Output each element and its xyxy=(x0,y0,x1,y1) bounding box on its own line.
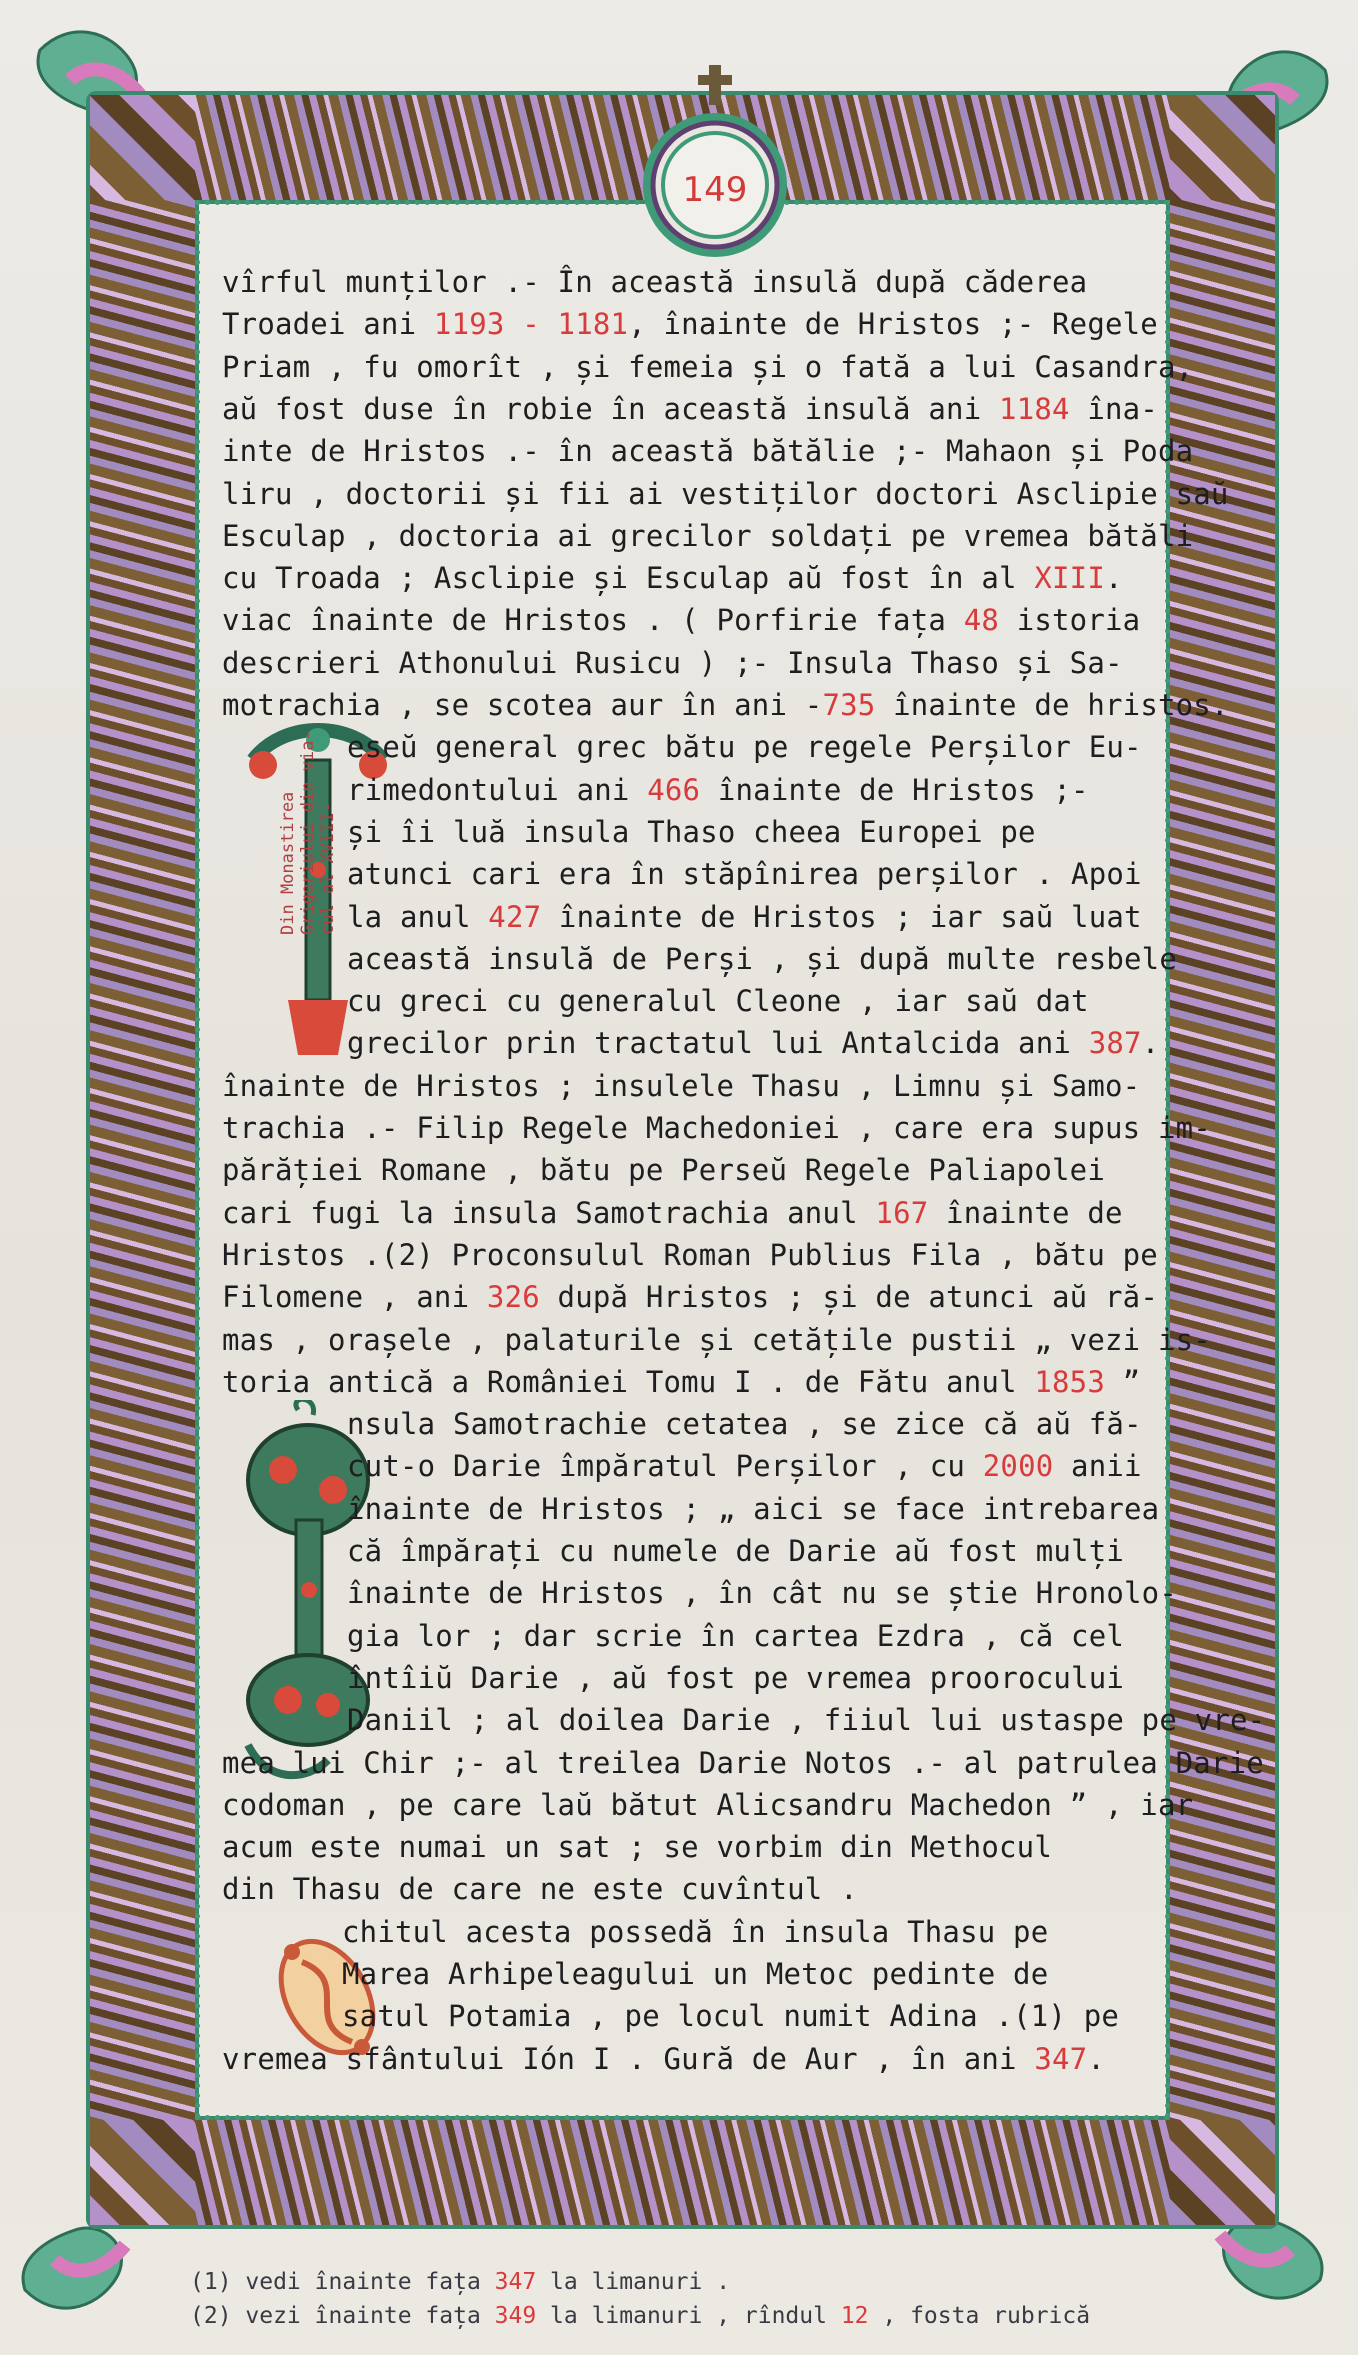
text-line xyxy=(347,1489,1159,1529)
manuscript-text xyxy=(222,262,1266,2092)
text-line xyxy=(222,600,1140,640)
marginal-note-line: Grigoriului din via- xyxy=(298,730,318,935)
text-run: Esculap , doctoria ai grecilor soldați pe vremea bătăli xyxy=(222,518,1194,553)
text-line xyxy=(347,1658,1124,1698)
footnotes xyxy=(190,2265,1320,2333)
text-run: mea lui Chir ;- al treilea Darie Notos .- al patrulea Darie xyxy=(222,1745,1264,1780)
text-run: toria antică a României Tomu I . de Fătu anul xyxy=(222,1364,1035,1399)
rubric-number: 326 xyxy=(486,1280,540,1315)
text-line xyxy=(222,643,1123,683)
text-line xyxy=(347,1404,1142,1444)
text-line xyxy=(222,431,1193,471)
text-run: vremea sfântului Ión I . Gură de Aur , în ani xyxy=(222,2041,1035,2076)
text-line xyxy=(347,897,1142,937)
text-run: înainte de Hristos ; insulele Thasu , Limnu și Samo- xyxy=(222,1068,1141,1103)
rubric-number: 735 xyxy=(822,688,876,722)
text-run: vîrful munților .- În această insulă după căderea xyxy=(222,265,1088,299)
text-line xyxy=(347,770,1089,810)
text-line xyxy=(347,812,1036,852)
text-line xyxy=(342,1954,1048,1994)
text-run: satul Potamia , pe locul numit Adina . xyxy=(342,1999,1014,2034)
rubric-number: 347 xyxy=(1034,2041,1088,2076)
text-run: codoman , pe care laŭ bătut Alicsandru Machedon ” , iar xyxy=(222,1787,1194,1822)
rubric-number: 427 xyxy=(488,899,542,934)
text-run: motrachia , se scotea aur în ani - xyxy=(222,688,823,722)
text-run: această insulă de Perși , și după multe resbele xyxy=(347,941,1177,976)
text-line xyxy=(222,558,1123,598)
rubric-number: 167 xyxy=(875,1195,929,1230)
text-run: cut-o Darie împăratul Perșilor , cu xyxy=(347,1449,983,1484)
text-run: liru , doctorii și fii ai vestiților doctori Asclipie saŭ xyxy=(222,476,1229,511)
text-run: ” xyxy=(1104,1364,1141,1399)
text-run: Daniil ; al doilea Darie , fiiul lui ustaspe pe vre- xyxy=(347,1703,1266,1738)
text-run: . xyxy=(1141,1026,1160,1061)
text-run: (1) xyxy=(1013,1999,1067,2034)
text-run: rimedontului ani xyxy=(347,772,648,807)
text-run: înainte de Hristos ;- xyxy=(700,772,1089,807)
text-run: din Thasu de care ne este cuvîntul . xyxy=(222,1872,858,1907)
text-run: atunci cari era în stăpînirea perșilor . Apoi xyxy=(347,857,1142,892)
text-run: . xyxy=(1104,561,1123,596)
text-line xyxy=(222,347,1193,387)
rubric-number: 12 xyxy=(840,2303,869,2329)
text-run: cari fugi la insula Samotrachia anul xyxy=(222,1195,876,1230)
rubric-number: 48 xyxy=(963,603,1000,638)
text-run: Hristos .(2) Proconsulul Roman Publius Fila , bătu pe xyxy=(222,1237,1158,1272)
text-line xyxy=(347,1531,1124,1571)
text-line xyxy=(222,1277,1158,1317)
text-line xyxy=(222,1785,1193,1825)
footnote-line xyxy=(190,2299,1320,2333)
rubric-number: 466 xyxy=(647,772,701,807)
text-run: trachia .- Filip Regele Machedoniei , care era supus im- xyxy=(222,1111,1211,1145)
text-line xyxy=(347,939,1177,979)
text-line xyxy=(222,1362,1140,1402)
text-run: mas , orașele , palaturile și cetățile pustii „ vezi is- xyxy=(222,1322,1211,1357)
text-line xyxy=(222,1869,858,1909)
text-run: că împărați cu numele de Darie aŭ fost mulți xyxy=(347,1534,1125,1568)
text-line xyxy=(222,1150,1105,1190)
text-run: aŭ fost duse în robie în această insulă ani xyxy=(222,391,1000,426)
text-run: inte de Hristos .- în această bătălie ;- Mahaon și Poda xyxy=(222,434,1194,469)
cross-icon xyxy=(698,65,732,105)
rubric-number: 1193 - 1181 xyxy=(433,307,629,342)
text-run: Filomene , ani xyxy=(222,1280,487,1315)
text-run: anii xyxy=(1053,1449,1142,1484)
rubric-number: 349 xyxy=(494,2303,537,2329)
text-line xyxy=(222,1193,1123,1233)
text-run: înainte de xyxy=(928,1195,1123,1230)
text-run: eseŭ general grec bătu pe regele Perșilor Eu- xyxy=(347,730,1142,765)
text-run: după Hristos ; și de atunci aŭ ră- xyxy=(539,1280,1158,1315)
text-line xyxy=(222,1743,1264,1783)
text-run: cu Troada ; Asclipie și Esculap aŭ fost în al xyxy=(222,561,1035,596)
text-run: la anul xyxy=(347,899,489,934)
text-run: (2) vezi înainte fața xyxy=(190,2303,495,2329)
footnote-line xyxy=(190,2265,1320,2299)
text-line xyxy=(222,1827,1052,1867)
text-run: , înainte de Hristos ;- Regele xyxy=(628,307,1158,342)
text-run: înainte de Hristos ; „ aici se face intrebarea xyxy=(347,1491,1160,1526)
text-line xyxy=(347,981,1089,1021)
text-line xyxy=(347,1446,1142,1486)
text-run: gia lor ; dar scrie în cartea Ezdra , că cel xyxy=(347,1618,1125,1653)
text-run: înainte de Hristos , în cât nu se știe Hronolo- xyxy=(347,1576,1177,1611)
text-run: îna- xyxy=(1069,391,1158,426)
text-run: părăției Romane , bătu pe Perseŭ Regele Paliapolei xyxy=(222,1153,1105,1188)
rubric-number: 1184 xyxy=(999,391,1070,426)
text-line xyxy=(347,1023,1159,1063)
text-run: și îi luă insula Thaso cheea Europei pe xyxy=(347,814,1036,849)
text-line xyxy=(222,516,1193,556)
text-line xyxy=(222,1320,1211,1360)
rubric-number: 1853 xyxy=(1034,1364,1105,1399)
text-line xyxy=(222,1108,1211,1148)
text-line xyxy=(222,1235,1158,1275)
text-line xyxy=(222,2039,1105,2079)
text-line xyxy=(222,262,1087,302)
page-number: 149 xyxy=(682,170,748,210)
text-line xyxy=(222,304,1158,344)
text-line xyxy=(342,1912,1048,1952)
text-line xyxy=(342,1996,1119,2036)
text-run: Marea Arhipeleagului un Metoc pedinte de xyxy=(342,1957,1049,1991)
rubric-number: XIII xyxy=(1034,561,1105,596)
page-number-medallion xyxy=(640,65,790,265)
text-run: acum este numai un sat ; se vorbim din Methocul xyxy=(222,1830,1052,1865)
text-run: Troadei ani xyxy=(222,307,434,342)
text-line xyxy=(347,854,1142,894)
text-run: viac înainte de Hristos . ( Porfirie fața xyxy=(222,603,964,638)
text-run: istoria xyxy=(999,603,1141,638)
marginal-note-line: Din Monastirea xyxy=(278,791,298,935)
rubric-number: 387 xyxy=(1088,1026,1142,1061)
marginal-note-line: cul al XVIII- xyxy=(318,801,338,935)
text-run: la limanuri . xyxy=(536,2269,731,2295)
text-line xyxy=(347,1573,1177,1613)
text-line xyxy=(222,474,1229,514)
text-line xyxy=(347,1616,1124,1656)
text-run: . xyxy=(1087,2041,1105,2076)
text-run: nsula Samotrachie cetatea , se zice că aŭ fă- xyxy=(347,1407,1142,1442)
text-run: chitul acesta possedă în insula Thasu pe xyxy=(342,1914,1049,1949)
text-run: descrieri Athonului Rusicu ) ;- Insula Thaso și Sa- xyxy=(222,645,1123,680)
text-line xyxy=(347,727,1142,767)
rubric-number: 347 xyxy=(494,2269,537,2295)
text-run: , fosta rubrică xyxy=(868,2303,1091,2329)
rubric-number: 2000 xyxy=(982,1449,1054,1484)
text-run: (1) vedi înainte fața xyxy=(190,2269,495,2295)
text-line xyxy=(222,389,1158,429)
text-line xyxy=(222,1066,1140,1106)
text-run: întîiŭ Darie , aŭ fost pe vremea proorocului xyxy=(347,1660,1125,1695)
text-run: înainte de hristos. xyxy=(875,688,1229,722)
text-run: grecilor prin tractatul lui Antalcida ani xyxy=(347,1026,1089,1061)
text-line xyxy=(222,685,1229,725)
text-run: cu greci cu generalul Cleone , iar saŭ dat xyxy=(347,984,1089,1019)
text-run: pe xyxy=(1066,1999,1120,2034)
text-run: înainte de Hristos ; iar saŭ luat xyxy=(541,899,1142,934)
text-run: la limanuri , rîndul xyxy=(536,2303,841,2329)
text-run: Priam , fu omorît , și femeia și o fată a lui Casandra, xyxy=(222,349,1194,384)
text-line xyxy=(347,1700,1265,1740)
